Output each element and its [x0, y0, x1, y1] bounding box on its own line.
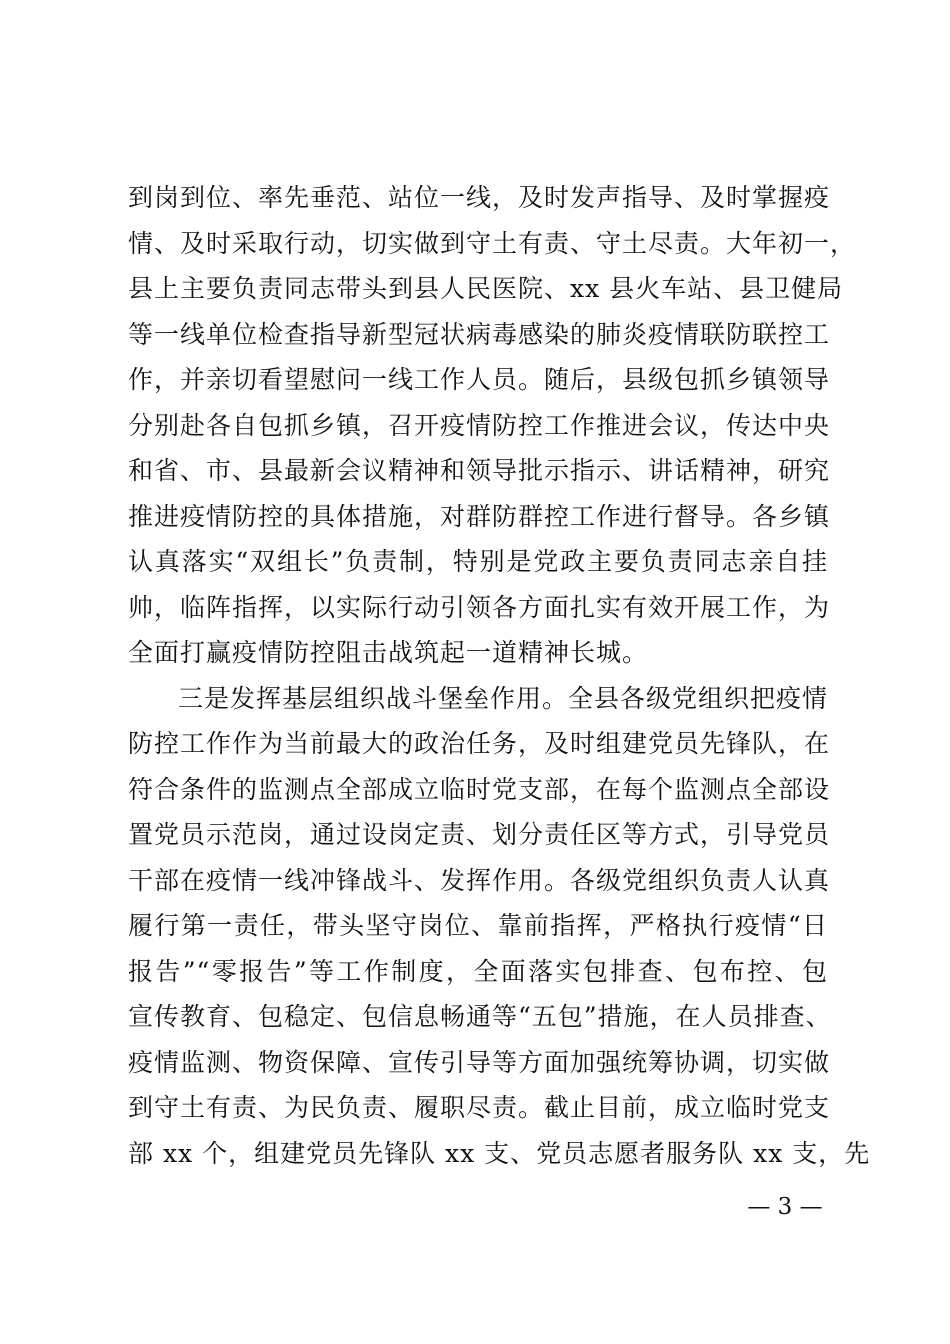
text-line: 作，并亲切看望慰问一线工作人员。随后，县级包抓乡镇领导 [128, 365, 831, 394]
text-line: 到守土有责、为民负责、履职尽责。截止目前，成立临时党支 [128, 1093, 831, 1122]
body-text [128, 175, 871, 1176]
text-line: 三是发挥基层组织战斗堡垒作用。全县各级党组织把疫情 [178, 683, 829, 713]
text-line: 分别赴各自包抓乡镇，召开疫情防控工作推进会议，传达中央 [128, 410, 831, 440]
text-line: 和省、市、县最新会议精神和领导批示指示、讲话精神，研究 [128, 456, 831, 485]
text-line: 帅，临阵指挥，以实际行动引领各方面扎实有效开展工作，为 [128, 592, 831, 622]
text-line: 到岗到位、率先垂范、站位一线，及时发声指导、及时掌握疫 [128, 183, 831, 212]
text-line: 情、及时采取行动，切实做到守土有责、守土尽责。大年初一， [128, 228, 857, 258]
paragraph-2 [128, 676, 871, 1177]
text-line: 等一线单位检查指导新型冠状病毒感染的肺炎疫情联防联控工 [128, 319, 831, 349]
text-line: 部 xx 个，组建党员先锋队 xx 支、党员志愿者服务队 xx 支，先 [128, 1138, 871, 1168]
text-line: 干部在疫情一线冲锋战斗、发挥作用。各级党组织负责人认真 [128, 865, 831, 895]
text-line: 认真落实“双组长”负责制，特别是党政主要负责同志亲自挂 [128, 547, 828, 576]
text-line: 置党员示范岗，通过设岗定责、划分责任区等方式，引导党员 [128, 820, 831, 849]
text-line: 疫情监测、物资保障、宣传引导等方面加强统筹协调，切实做 [128, 1047, 831, 1077]
page-number: — 3 — [747, 1194, 823, 1220]
text-line: 宣传教育、包稳定、包信息畅通等“五包”措施，在人员排查、 [128, 1002, 832, 1031]
paragraph-1 [128, 175, 857, 676]
text-line: 履行第一责任，带头坚守岗位、靠前指挥，严格执行疫情“日 [128, 911, 828, 940]
text-line: 符合条件的监测点全部成立临时党支部，在每个监测点全部设 [128, 774, 831, 804]
text-line: 县上主要负责同志带头到县人民医院、xx 县火车站、县卫健局 [128, 274, 844, 303]
text-line: 推进疫情防控的具体措施，对群防群控工作进行督导。各乡镇 [128, 501, 831, 531]
text-line: 防控工作作为当前最大的政治任务，及时组建党员先锋队，在 [128, 729, 831, 758]
text-line: 报告”“零报告”等工作制度，全面落实包排查、包布控、包 [128, 956, 828, 986]
text-line: 全面打赢疫情防控阻击战筑起一道精神长城。 [128, 638, 649, 667]
